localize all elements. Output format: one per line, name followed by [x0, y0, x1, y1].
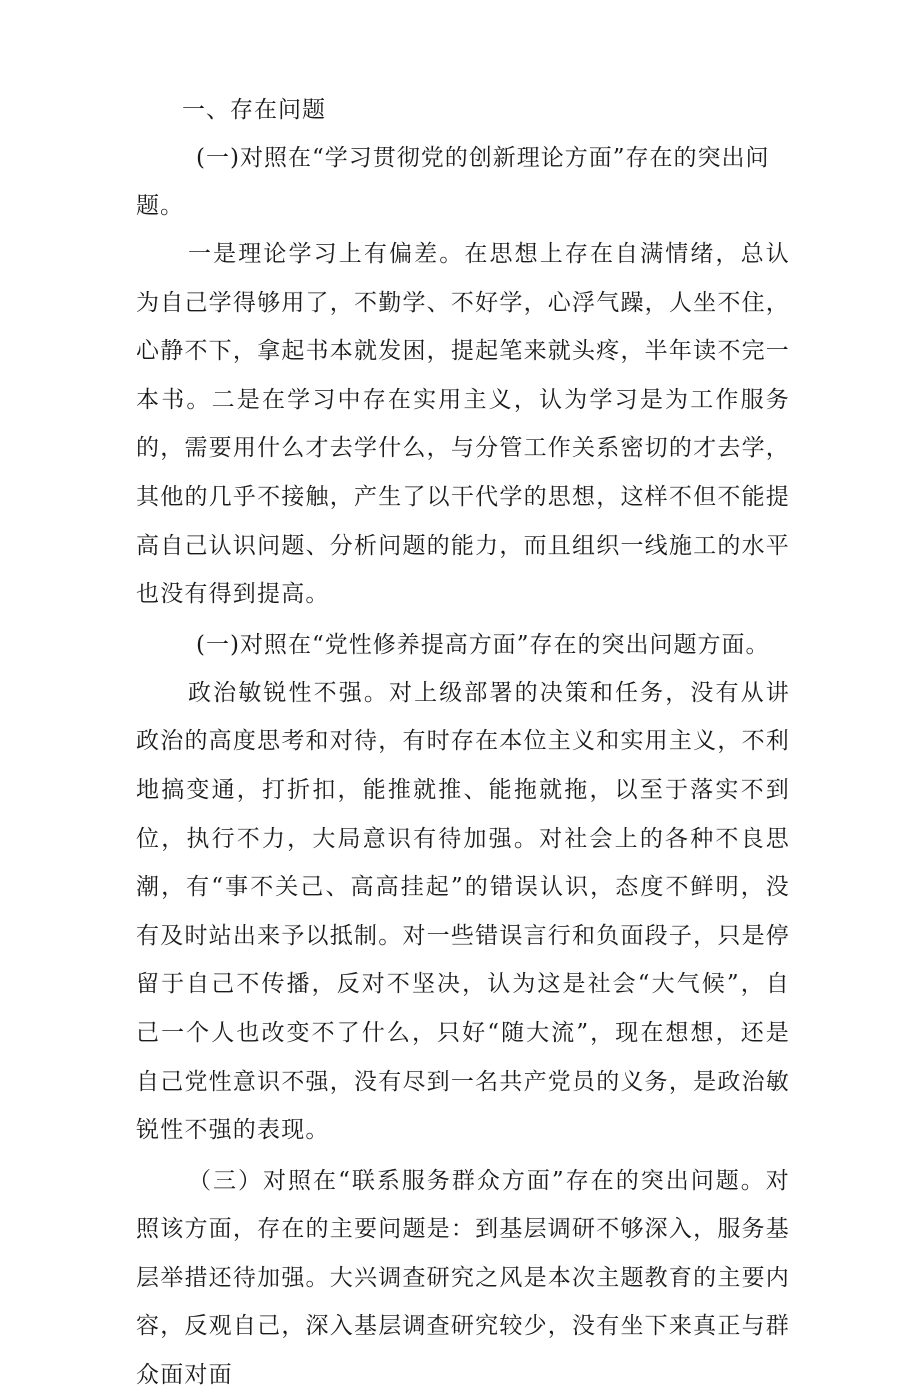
item-2-heading: (一)对照在“党性修养提高方面”存在的突出问题方面。	[196, 631, 770, 658]
item-1-body: 一是理论学习上有偏差。在思想上存在自满情绪，总认为自己学得够用了，不勤学、不好学，心浮气躁，人坐不住，心静不下，拿起书本就发困，提起笔来就头疼，半年读不完一本书。二是在学习中存在实用主义，认为学习是为工作服务的，需要用什么才去学什么，与分管工作关系密切的才去学，其他的几乎不接触，产生了以干代学的思想，这样不但不能提高自己认识问题、分析问题的能力，而且组织一线施工的水平也没有得到提高。	[136, 241, 790, 608]
section-title: 一、存在问题	[182, 97, 326, 123]
document-body	[136, 86, 790, 1400]
item-2-body: 政治敏锐性不强。对上级部署的决策和任务，没有从讲政治的高度思考和对待，有时存在本位主义和实用主义，不利地搞变通，打折扣，能推就推、能拖就拖，以至于落实不到位，执行不力，大局意识有待加强。对社会上的各种不良思潮，有“事不关己、高高挂起”的错误认识，态度不鲜明，没有及时站出来予以抵制。对一些错误言行和负面段子，只是停留于自己不传播，反对不坚决，认为这是社会“大气候”，自己一个人也改变不了什么，只好“随大流”，现在想想，还是自己党性意识不强，没有尽到一名共产党员的义务，是政治敏锐性不强的表现。	[136, 679, 790, 1144]
item-3-body: （三）对照在“联系服务群众方面”存在的突出问题。对照该方面，存在的主要问题是：到基层调研不够深入，服务基层举措还待加强。大兴调查研究之风是本次主题教育的主要内容，反观自己，深入基层调查研究较少，没有坐下来真正与群众面对面	[136, 1167, 790, 1389]
item-1-heading: (一)对照在“学习贯彻党的创新理论方面”存在的突出问题。	[136, 145, 770, 219]
